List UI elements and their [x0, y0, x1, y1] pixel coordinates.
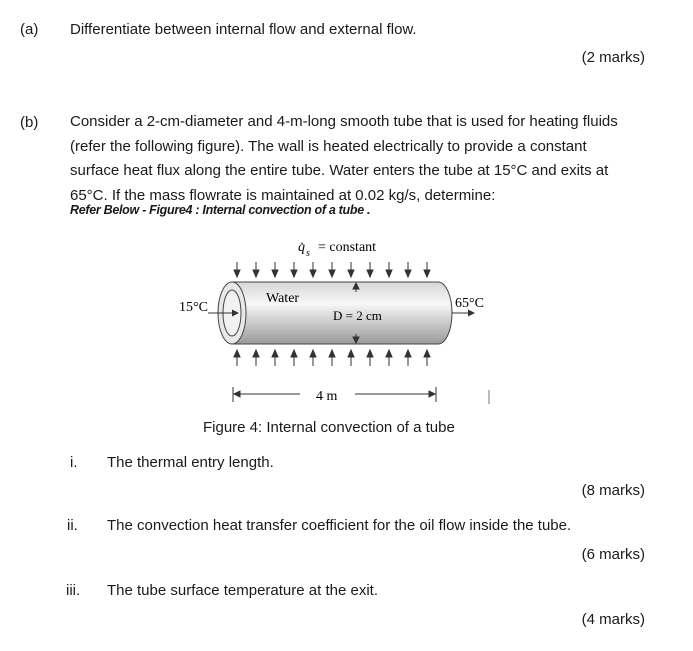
heat-flux-label: = constant [318, 240, 377, 255]
top-heat-flux-arrows [234, 262, 430, 277]
bottom-heat-flux-arrows [234, 350, 430, 366]
inlet-temperature: 15°C [179, 300, 208, 315]
sub-question-text: The tube surface temperature at the exit. [107, 582, 378, 599]
part-b-line: (refer the following figure). The wall is heated electrically to provide a constant [70, 137, 587, 155]
heat-flux-symbol: q̇ [298, 240, 305, 255]
sub-question-label: i. [70, 454, 78, 471]
diameter-label: D = 2 cm [333, 308, 382, 323]
part-b-line: Consider a 2-cm-diameter and 4-m-long smooth tube that is used for heating fluids [70, 113, 618, 130]
heat-flux-subscript: s [306, 248, 310, 259]
figure-caption: Figure 4: Internal convection of a tube [203, 419, 455, 436]
sub-question-text: The thermal entry length. [107, 454, 274, 471]
sub-question-label: iii. [66, 582, 81, 599]
part-a-label: (a) [20, 21, 39, 38]
sub-question-marks: (8 marks) [581, 482, 645, 499]
sub-question-marks: (6 marks) [581, 546, 645, 563]
length-label: 4 m [316, 389, 338, 404]
sub-question-text: The convection heat transfer coefficient for the oil flow inside the tube. [107, 517, 572, 534]
outlet-temperature: 65°C [455, 296, 484, 311]
sub-question-marks: (4 marks) [581, 611, 645, 628]
part-a-question: Differentiate between internal flow and external flow. [70, 21, 417, 38]
part-b-line: surface heat flux along the entire tube. Water enters the tube at 15°C and exits at [70, 162, 609, 179]
figure-reference: Refer Below - Figure4 : Internal convection of a tube . [70, 203, 371, 217]
fluid-label: Water [266, 291, 300, 306]
part-a-marks: (2 marks) [581, 49, 645, 66]
part-b-line: 65°C. If the mass flowrate is maintained at 0.02 kg/s, determine: [70, 186, 496, 204]
part-b-label: (b) [20, 114, 39, 131]
sub-question-label: ii. [67, 517, 78, 534]
